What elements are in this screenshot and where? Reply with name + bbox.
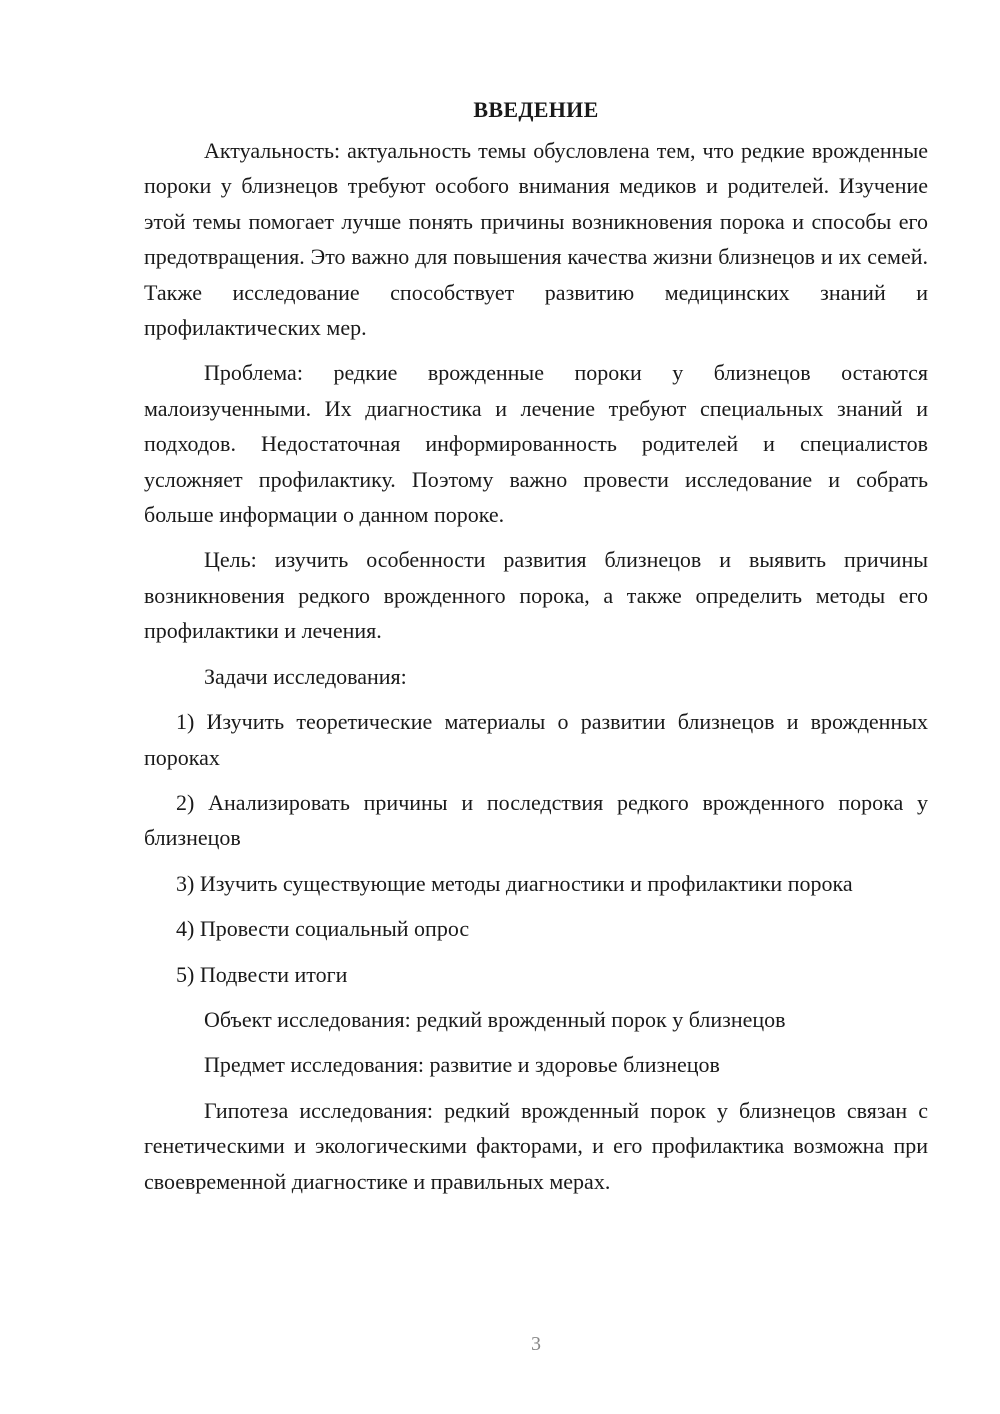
goal-paragraph: Цель: изучить особенности развития близнецов и выявить причины возникновения редкого врожденного порока, а также определить методы его профилактики и лечения. [144,547,928,644]
page-number: 3 [531,1333,541,1355]
document-page [144,95,928,1209]
task-item-1: 1) Изучить теоретические материалы о развитии близнецов и врожденных пороках [144,709,928,770]
task-item-4: 4) Провести социальный опрос [176,916,470,942]
page-title: ВВЕДЕНИЕ [473,97,599,122]
hypothesis-paragraph: Гипотеза исследования: редкий врожденный порок у близнецов связан с генетическими и экологическими факторами, и его профилактика возможна при своевременной диагностике и правильных мерах. [144,1097,928,1194]
subject-paragraph: Предмет исследования: развитие и здоровье близнецов [204,1052,720,1078]
task-item-5: 5) Подвести итоги [176,961,348,987]
tasks-heading: Задачи исследования: [204,663,407,689]
task-item-2: 2) Анализировать причины и последствия редкого врожденного порока у близнецов [144,789,928,851]
relevance-paragraph: Актуальность: актуальность темы обусловлена тем, что редкие врожденные пороки у близнецов требуют особого внимания медиков и родителей. Изучение этой темы помогает лучше понять причины возникновения порока и способы его предотвращения. Это важно для повышения качества жизни близнецов и их семей. Также исследование способствует развитию медицинских знаний и профилактических мер. [144,138,928,341]
task-item-3: 3) Изучить существующие методы диагностики и профилактики порока [176,870,853,896]
object-paragraph: Объект исследования: редкий врожденный порок у близнецов [204,1006,786,1032]
problem-paragraph: Проблема: редкие врожденные пороки у близнецов остаются малоизученными. Их диагностика и лечение требуют специальных знаний и подходов. Недостаточная информированность родителей и специалистов усложняет профилактику. Поэтому важно провести исследование и собрать больше информации о данном пороке. [144,360,928,528]
